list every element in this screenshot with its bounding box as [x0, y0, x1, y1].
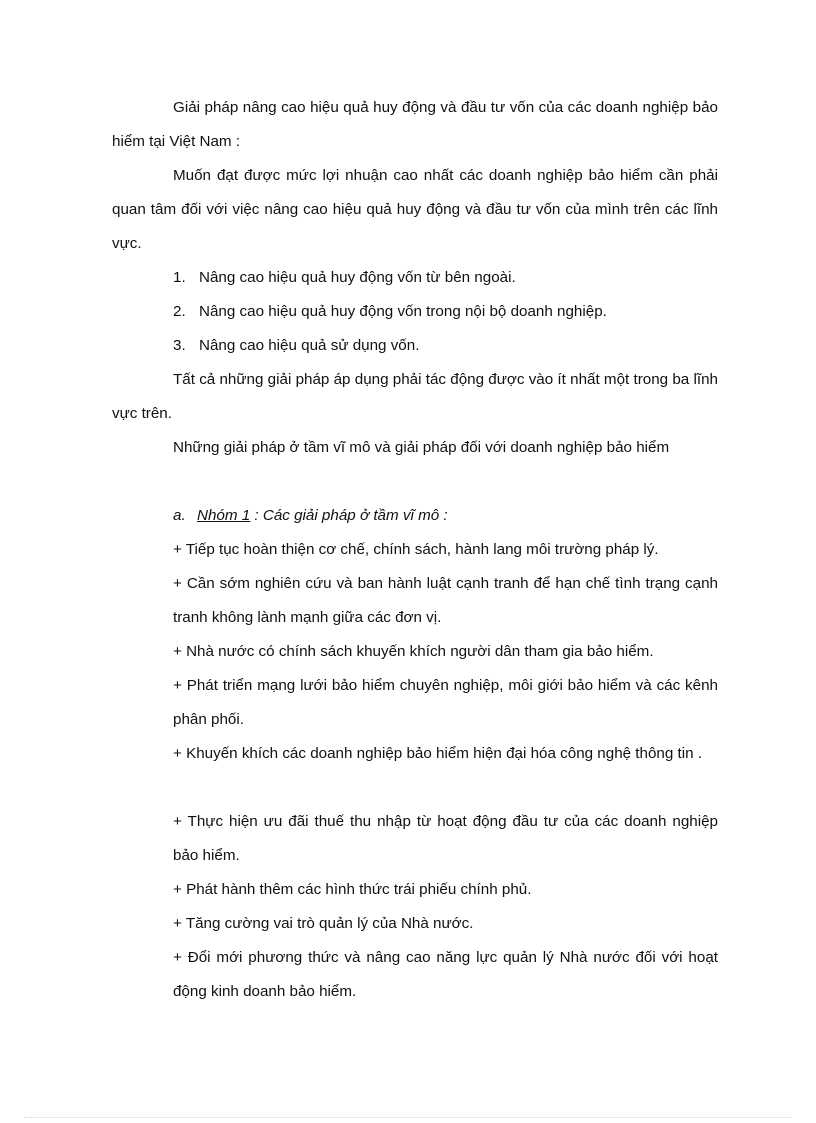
numbered-item-3	[173, 329, 718, 363]
page-bottom-divider	[24, 1117, 792, 1118]
solutions-paragraph: Những giải pháp ở tầm vĩ mô và giải pháp đối với doanh nghiệp bảo hiểm	[173, 439, 670, 456]
numbered-item-2	[173, 295, 718, 329]
bullet-item: + Cần sớm nghiên cứu và ban hành luật cạnh tranh để hạn chế tình trạng cạnh tranh không lành mạnh giữa các đơn vị.	[173, 575, 718, 626]
scope-paragraph: Tất cả những giải pháp áp dụng phải tác động được vào ít nhất một trong ba lĩnh vực trên.	[112, 371, 718, 422]
numbered-item-1	[173, 261, 718, 295]
item-number: 2.	[173, 303, 186, 320]
group-letter: a.	[173, 507, 186, 524]
bullet-item: + Thực hiện ưu đãi thuế thu nhập từ hoạt động đầu tư của các doanh nghiệp bảo hiểm.	[173, 813, 718, 864]
item-text: Nâng cao hiệu quả huy động vốn từ bên ngoài.	[199, 269, 516, 286]
item-text: Nâng cao hiệu quả huy động vốn trong nội bộ doanh nghiệp.	[199, 303, 607, 320]
group-title: : Các giải pháp ở tầm vĩ mô :	[250, 507, 448, 524]
profit-paragraph: Muốn đạt được mức lợi nhuận cao nhất các doanh nghiệp bảo hiểm cần phải quan tâm đối với việc nâng cao hiệu quả huy động và đầu tư vốn của mình trên các lĩnh vực.	[112, 167, 718, 252]
bullet-item: + Tiếp tục hoàn thiện cơ chế, chính sách, hành lang môi trường pháp lý.	[173, 541, 659, 558]
bullet-item: + Tăng cường vai trò quản lý của Nhà nước.	[173, 915, 474, 932]
group-label: Nhóm 1	[197, 507, 251, 524]
item-text: Nâng cao hiệu quả sử dụng vốn.	[199, 337, 420, 354]
item-number: 1.	[173, 269, 186, 286]
intro-paragraph: Giải pháp nâng cao hiệu quả huy động và đầu tư vốn của các doanh nghiệp bảo hiểm tại Việt Nam :	[112, 99, 718, 150]
bullet-item: + Phát triển mạng lưới bảo hiểm chuyên nghiệp, môi giới bảo hiểm và các kênh phân phối.	[173, 677, 718, 728]
group-heading	[173, 499, 718, 533]
bullet-item: + Đổi mới phương thức và nâng cao năng lực quản lý Nhà nước đối với hoạt động kinh doanh bảo hiểm.	[173, 949, 718, 1000]
bullet-item: + Nhà nước có chính sách khuyến khích người dân tham gia bảo hiểm.	[173, 643, 654, 660]
item-number: 3.	[173, 337, 186, 354]
bullet-item: + Khuyến khích các doanh nghiệp bảo hiểm hiện đại hóa công nghệ thông tin .	[173, 745, 703, 762]
bullet-item: + Phát hành thêm các hình thức trái phiếu chính phủ.	[173, 881, 532, 898]
